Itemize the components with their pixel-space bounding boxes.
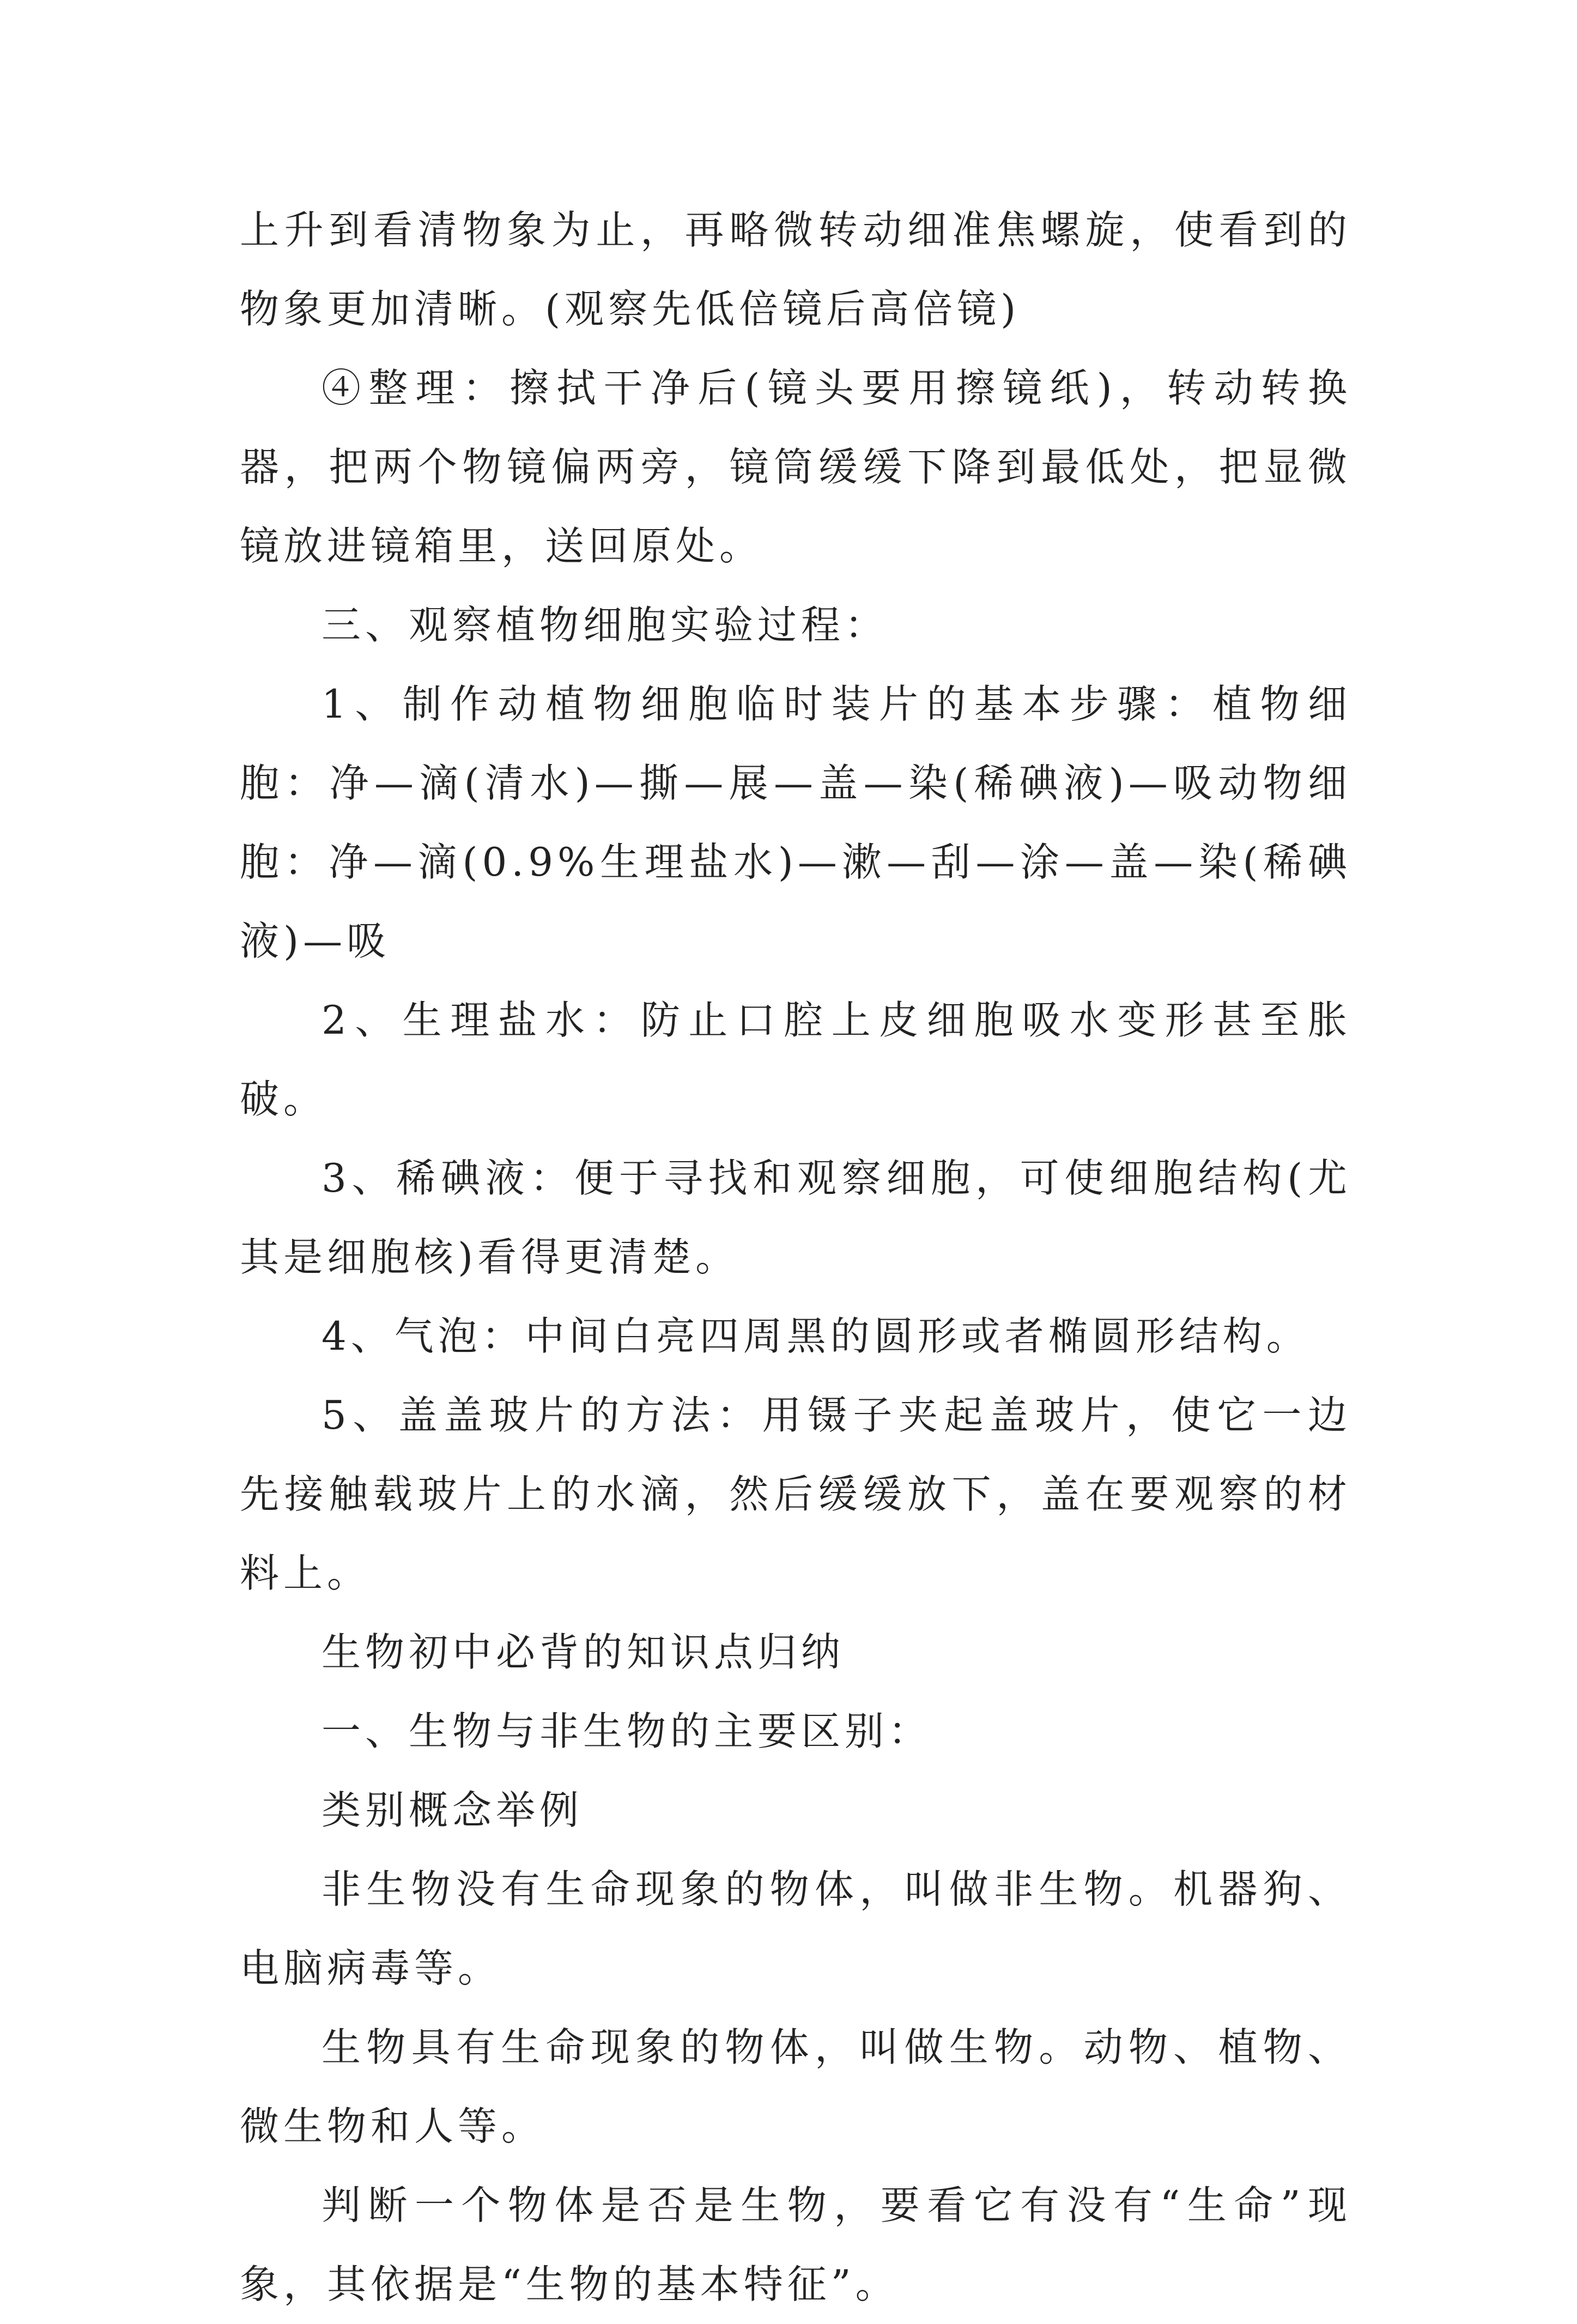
paragraph: 4、气泡：中间白亮四周黑的圆形或者椭圆形结构。 bbox=[322, 1313, 1310, 1359]
paragraph: 非生物没有生命现象的物体，叫做非生物。机器狗、电脑病毒等。 bbox=[240, 1866, 1351, 1991]
paragraph: 生物具有生命现象的物体，叫做生物。动物、植物、微生物和人等。 bbox=[240, 2024, 1351, 2149]
paragraph: 上升到看清物象为止，再略微转动细准焦螺旋，使看到的物象更加清晰。(观察先低倍镜后高倍镜) bbox=[240, 207, 1351, 332]
paragraph: 1、制作动植物细胞临时装片的基本步骤：植物细胞：净—滴(清水)—撕—展—盖—染(稀碘液)—吸动物细胞：净—滴(0.9%生理盐水)—漱—刮—涂—盖—染(稀碘液)—吸 bbox=[240, 681, 1351, 964]
paragraph: 2、生理盐水：防止口腔上皮细胞吸水变形甚至胀破。 bbox=[240, 997, 1351, 1122]
section-heading: 三、观察植物细胞实验过程： bbox=[322, 602, 889, 648]
table-header-text: 类别概念举例 bbox=[322, 1787, 584, 1833]
paragraph: 3、稀碘液：便于寻找和观察细胞，可使细胞结构(尤其是细胞核)看得更清楚。 bbox=[240, 1155, 1351, 1280]
paragraph: 判断一个物体是否是生物，要看它有没有“生命”现象，其依据是“生物的基本特征”。 bbox=[240, 2182, 1351, 2307]
section-heading: 一、生物与非生物的主要区别： bbox=[322, 1708, 932, 1754]
paragraph: 5、盖盖玻片的方法：用镊子夹起盖玻片，使它一边先接触载玻片上的水滴，然后缓缓放下，盖在要观察的材料上。 bbox=[240, 1392, 1351, 1596]
paragraph: ④整理：擦拭干净后(镜头要用擦镜纸)，转动转换器，把两个物镜偏两旁，镜筒缓缓下降到最低处，把显微镜放进镜箱里，送回原处。 bbox=[240, 365, 1351, 569]
section-title: 生物初中必背的知识点归纳 bbox=[322, 1629, 845, 1675]
document-body bbox=[240, 191, 1351, 2324]
